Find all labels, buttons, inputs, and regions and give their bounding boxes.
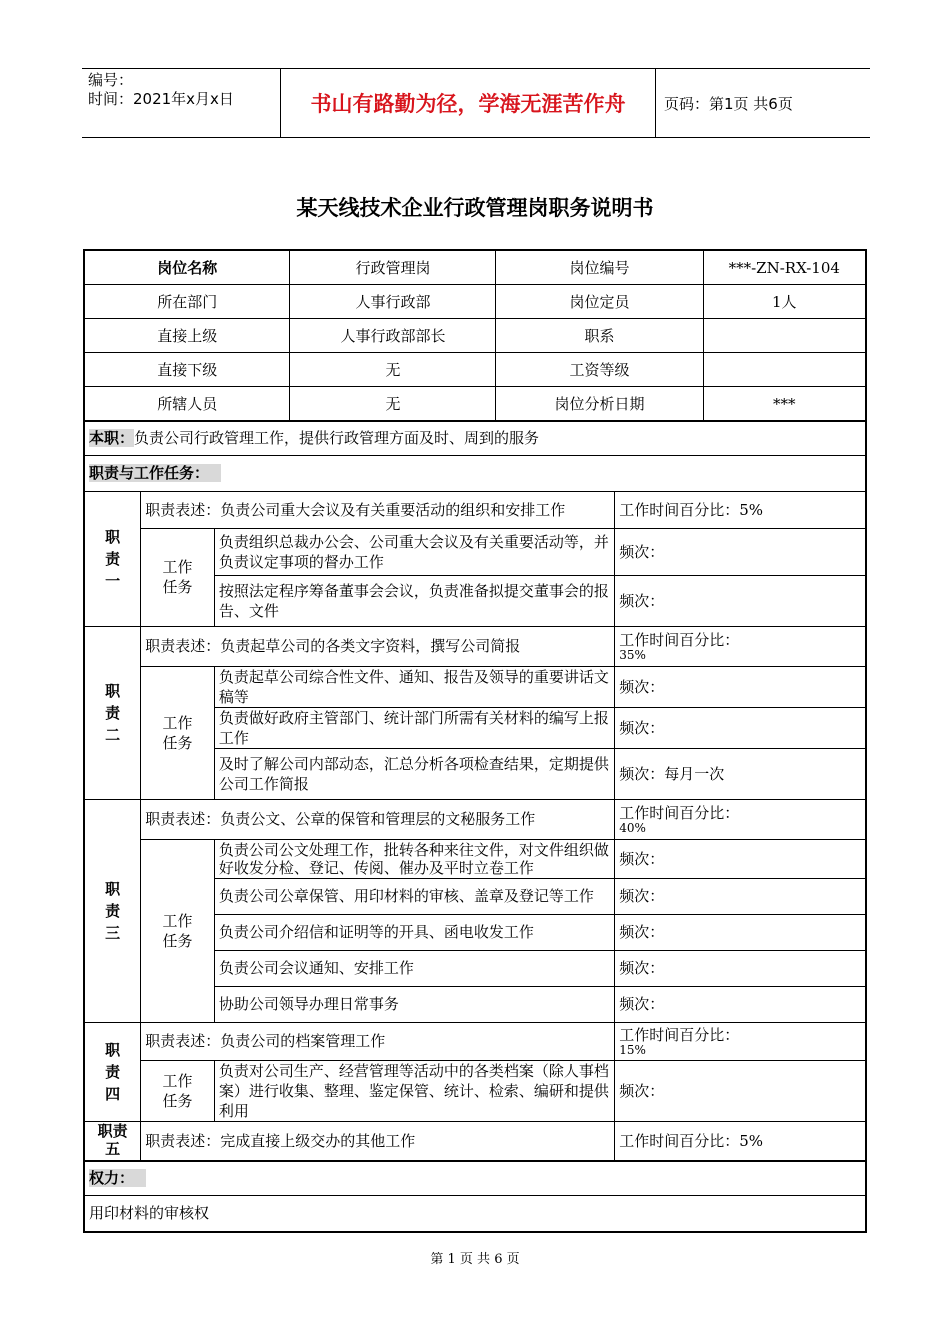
duty-name: 职责二 bbox=[105, 681, 121, 744]
power-text: 用印材料的审核权 bbox=[84, 1195, 866, 1232]
task-freq: 频次： bbox=[615, 528, 866, 575]
task-text: 负责公司公文处理工作，批转各种来往文件，对文件组织做好收发分检、登记、传阅、催办及平时立卷工作 bbox=[214, 839, 614, 878]
task-freq: 频次： bbox=[615, 666, 866, 707]
duty-1-label bbox=[84, 491, 141, 626]
pct-label: 工作时间百分比： bbox=[619, 1025, 740, 1044]
benzhi-label: 本职： bbox=[89, 429, 135, 448]
power-header-row bbox=[84, 1161, 866, 1195]
duty-3-label bbox=[84, 799, 141, 1022]
task-text: 按照法定程序筹备董事会会议，负责准备拟提交董事会的报告、文件 bbox=[214, 575, 614, 626]
info-row bbox=[84, 387, 866, 422]
info-value: 无 bbox=[290, 353, 496, 387]
duty-4-label bbox=[84, 1022, 141, 1121]
info-label: 所在部门 bbox=[84, 285, 290, 319]
task-freq: 频次： bbox=[615, 878, 866, 914]
duty-desc: 职责表述：负责起草公司的各类文字资料，撰写公司简报 bbox=[141, 626, 615, 666]
task-freq: 频次： bbox=[615, 1060, 866, 1121]
task-text: 负责对公司生产、经营管理等活动中的各类档案（除人事档案）进行收集、整理、鉴定保管、统计、检索、编研和提供利用 bbox=[214, 1060, 614, 1121]
task-text: 负责做好政府主管部门、统计部门所需有关材料的编写上报工作 bbox=[214, 707, 614, 748]
duty-desc: 职责表述：负责公文、公章的保管和管理层的文秘服务工作 bbox=[141, 799, 615, 839]
duty-pct: 工作时间百分比：5% bbox=[615, 1121, 866, 1161]
info-label: 岗位编号 bbox=[496, 250, 703, 285]
info-value: 1人 bbox=[703, 285, 866, 319]
pct-label: 工作时间百分比： bbox=[619, 803, 740, 822]
info-row bbox=[84, 250, 866, 285]
task-text: 负责组织总裁办公会、公司重大会议及有关重要活动等，并负责议定事项的督办工作 bbox=[214, 528, 614, 575]
task-label-text: 工作任务 bbox=[162, 713, 193, 752]
task-freq: 频次：每月一次 bbox=[615, 748, 866, 799]
header-page-number: 页码：第1页 共6页 bbox=[664, 94, 793, 113]
duty-name: 职责三 bbox=[105, 879, 121, 942]
task-text: 负责公司会议通知、安排工作 bbox=[214, 950, 614, 986]
duties-header-row bbox=[84, 455, 866, 491]
duty-2-label bbox=[84, 626, 141, 799]
info-value: 人事行政部部长 bbox=[290, 319, 496, 353]
info-row bbox=[84, 319, 866, 353]
duty-pct: 工作时间百分比：5% bbox=[615, 491, 866, 528]
info-value: 无 bbox=[290, 387, 496, 422]
info-label: 直接下级 bbox=[84, 353, 290, 387]
duty-name: 职责一 bbox=[105, 527, 121, 590]
power-header: 权力： bbox=[89, 1169, 146, 1187]
pct-value: 15% bbox=[619, 1042, 646, 1057]
page-header bbox=[82, 68, 870, 138]
task-freq: 频次： bbox=[615, 839, 866, 878]
info-row bbox=[84, 353, 866, 387]
task-freq: 频次： bbox=[615, 707, 866, 748]
info-label: 岗位分析日期 bbox=[496, 387, 703, 422]
task-text: 负责公司介绍信和证明等的开具、函电收发工作 bbox=[214, 914, 614, 950]
job-description-table bbox=[83, 249, 867, 1233]
duty-5-label bbox=[84, 1121, 141, 1161]
info-value: 人事行政部 bbox=[290, 285, 496, 319]
duty-pct bbox=[615, 626, 866, 666]
doc-date: 时间：2021年x月x日 bbox=[88, 90, 234, 108]
duty-desc: 职责表述：负责公司的档案管理工作 bbox=[141, 1022, 615, 1060]
task-text: 负责公司公章保管、用印材料的审核、盖章及登记等工作 bbox=[214, 878, 614, 914]
task-text: 负责起草公司综合性文件、通知、报告及领导的重要讲话文稿等 bbox=[214, 666, 614, 707]
task-freq: 频次： bbox=[615, 575, 866, 626]
info-value bbox=[703, 353, 866, 387]
header-meta bbox=[82, 69, 280, 137]
header-slogan: 书山有路勤为径，学海无涯苦作舟 bbox=[280, 69, 656, 137]
doc-number-label: 编号： bbox=[88, 71, 134, 89]
info-label: 直接上级 bbox=[84, 319, 290, 353]
info-row bbox=[84, 285, 866, 319]
duties-header: 职责与工作任务： bbox=[89, 464, 221, 482]
info-label: 所辖人员 bbox=[84, 387, 290, 422]
power-row bbox=[84, 1195, 866, 1232]
duty-pct bbox=[615, 799, 866, 839]
pct-label: 工作时间百分比： bbox=[619, 630, 740, 649]
info-label: 岗位名称 bbox=[84, 250, 290, 285]
task-label-text: 工作任务 bbox=[162, 911, 193, 950]
duty-name: 职责五 bbox=[97, 1121, 128, 1158]
task-freq: 频次： bbox=[615, 950, 866, 986]
pct-value: 35% bbox=[619, 647, 646, 662]
info-value: 行政管理岗 bbox=[290, 250, 496, 285]
page-footer: 第 1 页 共 6 页 bbox=[430, 1252, 520, 1267]
task-label bbox=[141, 666, 215, 799]
task-label bbox=[141, 528, 215, 626]
duty-desc: 职责表述：完成直接上级交办的其他工作 bbox=[141, 1121, 615, 1161]
benzhi-row bbox=[84, 421, 866, 455]
info-label: 岗位定员 bbox=[496, 285, 703, 319]
task-freq: 频次： bbox=[615, 914, 866, 950]
task-text: 及时了解公司内部动态，汇总分析各项检查结果，定期提供公司工作简报 bbox=[214, 748, 614, 799]
duty-desc: 职责表述：负责公司重大会议及有关重要活动的组织和安排工作 bbox=[141, 491, 615, 528]
task-label-text: 工作任务 bbox=[162, 1071, 193, 1110]
info-value bbox=[703, 319, 866, 353]
info-label: 工资等级 bbox=[496, 353, 703, 387]
info-value: ***-ZN-RX-104 bbox=[703, 250, 866, 285]
document-title: 某天线技术企业行政管理岗职务说明书 bbox=[296, 196, 654, 220]
benzhi-text: 负责公司行政管理工作，提供行政管理方面及时、周到的服务 bbox=[134, 429, 540, 448]
task-label bbox=[141, 1060, 215, 1121]
info-label: 职系 bbox=[496, 319, 703, 353]
info-value: *** bbox=[703, 387, 866, 422]
task-label-text: 工作任务 bbox=[162, 558, 193, 596]
duty-pct bbox=[615, 1022, 866, 1060]
task-freq: 频次： bbox=[615, 986, 866, 1022]
pct-value: 40% bbox=[619, 820, 646, 835]
task-text: 协助公司领导办理日常事务 bbox=[214, 986, 614, 1022]
task-label bbox=[141, 839, 215, 1022]
duty-name: 职责四 bbox=[105, 1040, 121, 1103]
